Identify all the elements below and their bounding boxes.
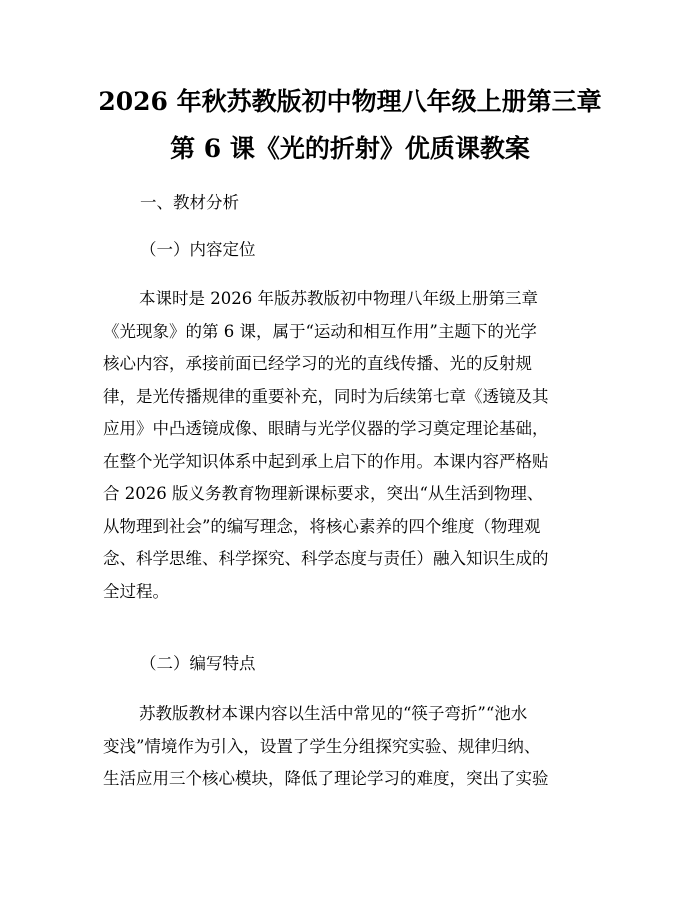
paragraph-line: 本课时是 2026 年版苏教版初中物理八年级上册第三章 <box>139 289 538 308</box>
subsection-heading-content-positioning: （一）内容定位 <box>140 240 256 259</box>
paragraph-line: 从物理到社会”的编写理念，将核心素养的四个维度（物理观 <box>103 516 541 536</box>
paragraph-line: 全过程。 <box>103 581 169 601</box>
document-title-line-1: 2026 年秋苏教版初中物理八年级上册第三章 <box>98 87 602 116</box>
paragraph-line: 生活应用三个核心模块，降低了理论学习的难度，突出了实验 <box>103 769 549 788</box>
paragraph-line: 合 2026 版义务教育物理新课标要求，突出“从生活到物理、 <box>103 484 544 503</box>
paragraph-line: 变浅”情境作为引入，设置了学生分组探究实验、规律归纳、 <box>103 736 541 756</box>
document-title-line-2: 第 6 课《光的折射》优质课教案 <box>170 134 530 163</box>
paragraph-writing-features <box>103 698 603 796</box>
paragraph-line: 在整个光学知识体系中起到承上启下的作用。本课内容严格贴 <box>103 451 549 471</box>
paragraph-content-positioning <box>103 283 603 608</box>
section-heading-textbook-analysis: 一、教材分析 <box>140 193 239 212</box>
paragraph-line: 念、科学思维、科学探究、科学态度与责任）融入知识生成的 <box>103 549 549 568</box>
paragraph-line: 应用》中凸透镜成像、眼睛与光学仪器的学习奠定理论基础， <box>103 419 549 438</box>
paragraph-line: 苏教版教材本课内容以生活中常见的“筷子弯折”“池水 <box>139 704 528 723</box>
paragraph-line: 核心内容，承接前面已经学习的光的直线传播、光的反射规 <box>103 354 532 373</box>
subsection-heading-writing-features: （二）编写特点 <box>140 654 256 673</box>
paragraph-line: 《光现象》的第 6 课，属于“运动和相互作用”主题下的光学 <box>103 321 537 341</box>
paragraph-line: 律，是光传播规律的重要补充，同时为后续第七章《透镜及其 <box>103 386 549 406</box>
